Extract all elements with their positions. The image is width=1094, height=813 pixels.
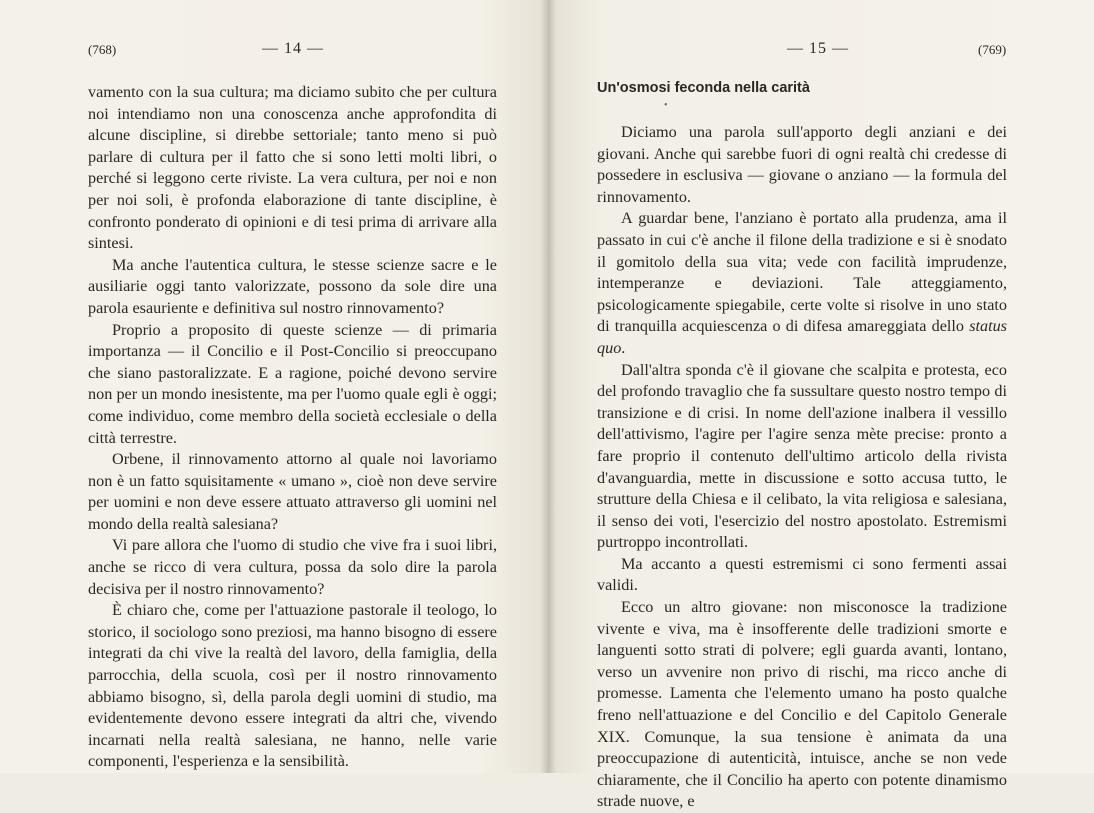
paragraph: Ecco un altro giovane: non misconosce la tradizione vivente e viva, ma è insofferente delle tradizioni smorte e languenti sotto strati di polvere; egli guarda avanti, lontano, verso un avvenire non privo di rischi, ma ricco anche di promesse. Lamenta che l'elemento umano ha posto qualche freno nell'attuazione e del Concilio e del Capitolo Generale XIX. Comunque, la sua tensione è animata da una preoccupazione di autenticità, intuisce, anche se non vede chiaramente, che il Concilio ha aperto con potente dinamismo strade nuove, e: [597, 598, 1007, 811]
ink-speck: •: [664, 100, 668, 111]
left-page: [0, 0, 547, 773]
paragraph: Orbene, il rinnovamento attorno al quale noi lavoriamo non è un fatto squisitamente « umano », cioè non deve servire per uomini e non deve essere attuato attraverso gli uomini nel mondo della realtà salesiana?: [88, 450, 497, 533]
paragraph: Diciamo una parola sull'apporto degli anziani e dei giovani. Anche qui sarebbe fuori di ogni realtà chi credesse di possedere in esclusiva — giovane o anziano — la formula del rinnovamento.: [597, 123, 1007, 206]
paragraph: Dall'altra sponda c'è il giovane che scalpita e protesta, eco del profondo travaglio che fa sussultare questo nostro tempo di transizione e di crisi. In nome dell'azione inalbera il vessillo dell'attivismo, l'agire per l'agire senza mète precise: pronto a fare proprio il contenuto dell'ultimo articolo della rivista d'avanguardia, mette in discussione e sotto accusa tutto, le strutture della Chiesa e il celibato, la vita religiosa e salesiana, il senso dei voti, l'esercizio del nostro apostolato. Estremismi purtroppo incontrollati.: [597, 360, 1007, 552]
paragraph: Proprio a proposito di queste scienze — di primaria importanza — il Concilio e il Post-Concilio si preoccupano che siano pastoralizzate. E a ragione, poiché devono servire non per un mondo inesistente, ma per l'uomo quale egli è oggi; come individuo, come membro della società ecclesiale o della città terrestre.: [88, 320, 497, 447]
left-page-number: — 14 —: [262, 40, 324, 57]
right-page-number: — 15 —: [787, 40, 849, 57]
paragraph: Ma accanto a questi estremismi ci sono fermenti assai validi.: [597, 554, 1007, 595]
paragraph: Vi pare allora che l'uomo di studio che vive fra i suoi libri, anche se ricco di vera cultura, possa da solo dire la parola decisiva per il nostro rinnovamento?: [88, 536, 497, 598]
book-gutter: [540, 0, 556, 773]
paragraph-text: A guardar bene, l'anziano è portato alla prudenza, ama il passato in cui c'è anche il filone della tradizione e si è snodato il gomitolo della sua vita; vede con facilità imprudenze, intemperanze e deviazioni. Tale atteggiamento, psicologicamente spiegabile, certe volte si risolve in uno stato di tranquilla acquiescenza o di difesa amareggiata dello status quo.: [597, 209, 1007, 357]
right-body-text: [597, 122, 1007, 813]
paragraph: È chiaro che, come per l'attuazione pastorale il teologo, lo storico, il sociologo sono preziosi, ma hanno bisogno di essere integrati da chi vive la realtà del lavoro, della famiglia, della parrocchia, della scuola, così per il nostro rinnovamento abbiamo bisogno, sì, della parola degli uomini di studio, ma evidentemente devono essere integrati da altri che, vivendo incarnati nella realtà salesiana, ne hanno, nelle varie componenti, l'esperienza e la sensibilità.: [88, 601, 497, 771]
paragraph: Ma anche l'autentica cultura, le stesse scienze sacre e le ausiliarie oggi tanto valorizzate, possono da sole dire una parola esauriente e definitiva sul nostro rinnovamento?: [88, 255, 497, 317]
left-folio: (768): [88, 42, 117, 57]
paragraph: vamento con la sua cultura; ma diciamo subito che per cultura noi intendiamo non una conoscenza anche approfondita di alcune discipline, si direbbe settoriale; tanto meno si può parlare di cultura per il fatto che si sono letti molti libri, o perché si leggono certe riviste. La vera cultura, per noi e non per noi soli, è profonda elaborazione di tante discipline, è confronto ponderato di opinioni e di tesi prima di arrivare alla sintesi.: [88, 83, 497, 253]
right-folio: (769): [978, 42, 1007, 57]
paragraph: [597, 208, 1007, 359]
left-body-text: [88, 82, 497, 773]
section-title: Un'osmosi feconda nella carità: [597, 80, 810, 96]
